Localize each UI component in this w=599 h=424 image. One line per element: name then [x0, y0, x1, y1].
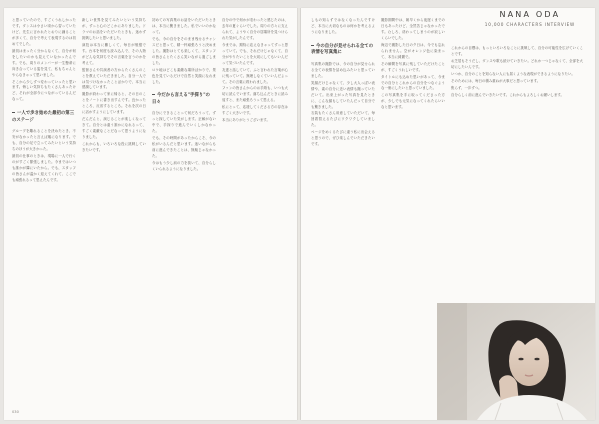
right-column-2	[381, 18, 445, 410]
paragraph: 撮影期間中は、朝早くから夜遅くまでの日もあったけど、全然苦じゃなかったです。むしろ、終わってしまうのが寂しいくらいでした。	[381, 18, 445, 40]
left-column-4	[222, 18, 288, 410]
paragraph: 自分の中で何かが変わったと感じたのは、去年の夏ぐらいでした。周りの方々に支えられて、ようやく自分の居場所を見つけられた気がしたんです。	[222, 18, 288, 40]
paragraph: でも、その時間があったからこそ、今の私がいるんだと思います。迷いながらも前に進んできたことは、無駄じゃなかった。	[152, 136, 216, 159]
paragraph: 最初の仕事のときは、現場に一人で行くのがすごく緊張しました。今まではいつも誰かが隣にいたから。でも、スタッフの皆さんが温かく迎えてくれて、ここでも頑張れるって思えたんです。	[12, 154, 76, 182]
interview-header	[485, 10, 575, 27]
paragraph: この写真集を手に取ってくださった方が、少しでも元気になってくれたらいいなと思います。	[381, 93, 445, 110]
paragraph: と思っていたので、すごくうれしかったです。ダンスは小さい頃から習っていたけど、先生に言われたとおりに踊ることが多くて、自分で考えて表現するのは初めてでした。	[12, 18, 76, 46]
section-heading: 今の自分が見せられる全ての表情を写真集に	[311, 43, 374, 56]
paragraph: でも、今の自分をそのまま残せるチャンスだと思って、精一杯頑張ろうと決めました。撮影はとても楽しくて、スタッフの皆さんとたくさん笑いながら過ごしました。	[152, 36, 216, 65]
paragraph: 撮影が終わって家に帰ると、その日のことをノートに書き出すんです。良かったところ、反省するところ。それを次の日に活かすようにしています。	[82, 92, 146, 115]
paragraph: タイトルにも込めた思いがあって、今までの自分とこれからの自分をつなぐような一冊にしたいと思っていました。	[381, 74, 445, 91]
section-heading: 今だから言える"手探り"の日々	[152, 93, 210, 105]
paragraph: これからの目標は、もっといろいろなことに挑戦して、自分の可能性を広げていくことです。	[451, 46, 583, 56]
paragraph: 友達と話していて、ふと言われた言葉が心に残っていて。無理しなくていいんだよって。その言葉に救われました。	[222, 67, 288, 84]
paragraph: いつか、自分のことを知らない人にも届くような表現ができるようになりたい。	[451, 71, 575, 76]
left-column-2	[82, 18, 146, 410]
interview-subtitle: 10,000 CHARACTERS INTERVIEW	[484, 22, 575, 27]
paragraph: その瞬間を写真に残していただけたことが、すごくうれしいです。	[381, 61, 445, 72]
paragraph: 今までは、期待に応えなきゃってずっと思っていて。でも、それだけじゃなくて、自分がやりたいことを大切にしてもいいんだって気づいたんです。	[222, 42, 288, 65]
left-column-1	[12, 18, 76, 410]
paragraph: お芝居もそうだし、ダンスや歌も続けていきたい。どれか一つじゃなくて、全部を大切にしたいんです。	[451, 58, 583, 69]
paragraph: 衣装もたくさん用意していただいて、毎回着替えるたびにワクワクしていました。	[311, 111, 375, 128]
page-number: 030	[12, 410, 19, 414]
section-heading: 一人で歩き始めた最初の第三のステージ	[12, 111, 75, 123]
paragraph: 監督さんや共演者の方からたくさんのことを教えていただきました。自分一人では気づけなかったことばかりで、本当に感謝しています。	[82, 67, 146, 90]
paragraph: 新しい世界を見てみたいという気持ちが、ずっと心のどこかにありました。ドラマのお話をいただいたときも、迷わず挑戦したいと思いました。	[82, 18, 146, 40]
paragraph: 初めての写真集のお話をいただいたときは、本当に驚きました。私でいいのかなって。	[152, 18, 216, 34]
left-column-3	[152, 18, 216, 410]
paragraph: そのためには、毎日の積み重ねが大事だと思っています。	[451, 78, 541, 83]
interviewee-name: NANA ODA	[499, 10, 561, 19]
right-column-1	[311, 18, 375, 410]
paragraph: ロケ地はどこも素敵な場所ばかりで、景色を見ているだけで自然と笑顔になれました。	[152, 67, 216, 84]
paragraph: ページをめくるたびに違う私に出会えると思うので、ぜひ楽しんでいただきたいです。	[311, 130, 375, 147]
paragraph: そこから少しずつ変わっていったと思います。悔しい気持ちもたくさんあったけど、それが全部今につながっているんだなって。	[12, 79, 76, 102]
paragraph: だんだんと、演じることが楽しくなってきて。自分とは違う誰かになれるって、すごく素敵なことだなって思うようになりました。	[82, 117, 146, 140]
paragraph: グループを離れることを決めたとき、不安がなかったと言えば嘘になります。でも、自分の足で立ってみたいという気持ちのほうが大きかった。	[12, 129, 76, 152]
paragraph: 焦らず、一歩ずつ。	[451, 85, 482, 90]
paragraph: 私にとって、応援してくださる方の存在はすごく大きいです。	[222, 105, 288, 116]
left-page	[4, 8, 297, 420]
paragraph: これからも、いろいろな役に挑戦していきたいです。	[82, 142, 146, 153]
paragraph: 自分にできることって何だろうって、ずっと探していた気がします。正解がない中で、手探りで進んでいくしかなかった。	[152, 111, 216, 134]
paragraph: 写真集の撮影では、今の自分が見せられる全ての表情を詰め込みたいと思っていました。	[311, 61, 375, 78]
paragraph: 演技は本当に難しくて、毎日が勉強です。台本を何度も読み込んで、その人物がどんな気持ちでその言葉を言うのかを考えて。	[82, 42, 146, 65]
right-column-3	[451, 46, 583, 296]
paragraph: 本当にありがとうございます。	[222, 118, 270, 123]
portrait-illustration	[437, 303, 595, 420]
portrait-photo	[437, 303, 595, 420]
paragraph: ファンの皆さんからのお手紙も、いつも大切に読んでいます。落ち込んだときに読み返すと、また頑張ろうって思える。	[222, 86, 288, 103]
paragraph: 海辺で撮影した日の夕日は、今でも忘れられません。空がオレンジ色に染まって、本当に綺麗で。	[381, 42, 445, 59]
paragraph: 今はもう少し肩の力を抜いて、自分らしくいられるようになりました。	[152, 161, 216, 172]
paragraph: 最初はまったく分からなくて、自分が何をしたいのかも見えていなかったんです。でも、周りのメンバーが一生懸命に向き合っている姿を見て、私もちゃんとやらなきゃって思いました。	[12, 48, 76, 77]
paragraph: しもの知らずではなくなったんですけど、本当に大切なものは何かを考えるようになりました。	[311, 18, 375, 34]
paragraph: 自分らしく前に進んでいきたいです。これからもよろしくお願いします。	[451, 92, 564, 97]
paragraph: 笑顔だけじゃなくて、少し大人っぽい表情や、素の自分に近い表情も撮っていただいて。出来上がった写真を見たときに、こんな顔もしていたんだって自分でも驚きました。	[311, 80, 375, 109]
